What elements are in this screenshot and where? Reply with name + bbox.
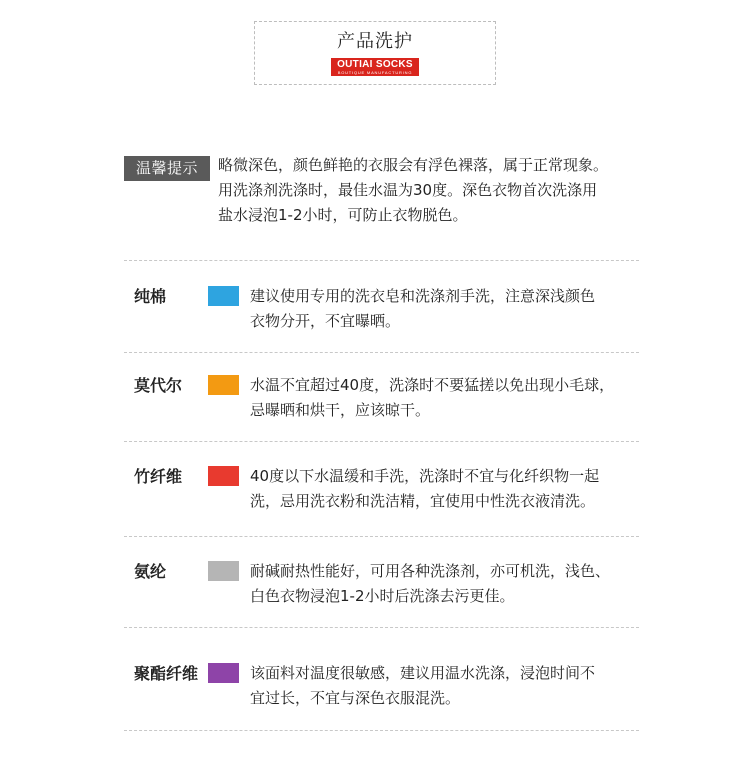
- color-swatch: [208, 466, 239, 486]
- tip-text: [218, 153, 688, 228]
- material-name: 氨纶: [134, 562, 167, 581]
- description-line: 该面料对温度很敏感，建议用温水洗涤，浸泡时间不: [250, 664, 596, 682]
- description-line: 洗，忌用洗衣粉和洗洁精，宜使用中性洗衣液清洗。: [250, 492, 596, 510]
- material-name: 竹纤维: [134, 467, 183, 486]
- color-swatch: [208, 663, 239, 683]
- description-line: 水温不宜超过40度，洗涤时不要猛搓以免出现小毛球，: [250, 376, 615, 394]
- divider: [124, 627, 639, 628]
- material-description: [250, 373, 670, 423]
- tip-line: 用洗涤剂洗涤时，最佳水温为30度。深色衣物首次洗涤用: [218, 181, 598, 199]
- description-line: 耐碱耐热性能好，可用各种洗涤剂，亦可机洗，浅色、: [250, 562, 611, 580]
- divider: [124, 352, 639, 353]
- description-line: 建议使用专用的洗衣皂和洗涤剂手洗，注意深浅颜色: [250, 287, 596, 305]
- divider: [124, 536, 639, 537]
- divider: [124, 441, 639, 442]
- description-line: 宜过长，不宜与深色衣服混洗。: [250, 689, 461, 707]
- description-line: 白色衣物浸泡1-2小时后洗涤去污更佳。: [250, 587, 515, 605]
- material-description: [250, 284, 670, 334]
- description-line: 忌曝晒和烘干，应该晾干。: [250, 401, 431, 419]
- brand-name: OUTIAI SOCKS: [337, 59, 413, 70]
- material-name: 莫代尔: [134, 376, 183, 395]
- material-row-bamboo-fiber: [0, 456, 750, 516]
- material-row-modal: [0, 365, 750, 425]
- tip-label: 温馨提示: [124, 156, 210, 181]
- header-box: [254, 21, 496, 85]
- color-swatch: [208, 286, 239, 306]
- color-swatch: [208, 561, 239, 581]
- material-row-polyester: [0, 653, 750, 713]
- description-line: 衣物分开，不宜曝晒。: [250, 312, 401, 330]
- description-line: 40度以下水温缓和手洗，洗涤时不宜与化纤织物一起: [250, 467, 600, 485]
- divider: [124, 730, 639, 731]
- material-row-spandex: [0, 551, 750, 611]
- color-swatch: [208, 375, 239, 395]
- brand-subtitle: BOUTIQUE MANUFACTURING: [337, 70, 413, 75]
- tip-line: 略微深色，颜色鲜艳的衣服会有浮色裸落，属于正常现象。: [218, 156, 609, 174]
- material-row-cotton: [0, 276, 750, 336]
- material-description: [250, 464, 670, 514]
- material-description: [250, 559, 670, 609]
- tip-line: 盐水浸泡1-2小时，可防止衣物脱色。: [218, 206, 468, 224]
- material-name: 聚酯纤维: [134, 664, 199, 683]
- material-name: 纯棉: [134, 287, 167, 306]
- brand-logo: [331, 58, 419, 76]
- material-description: [250, 661, 670, 711]
- divider: [124, 260, 639, 261]
- page-title: 产品洗护: [337, 31, 413, 52]
